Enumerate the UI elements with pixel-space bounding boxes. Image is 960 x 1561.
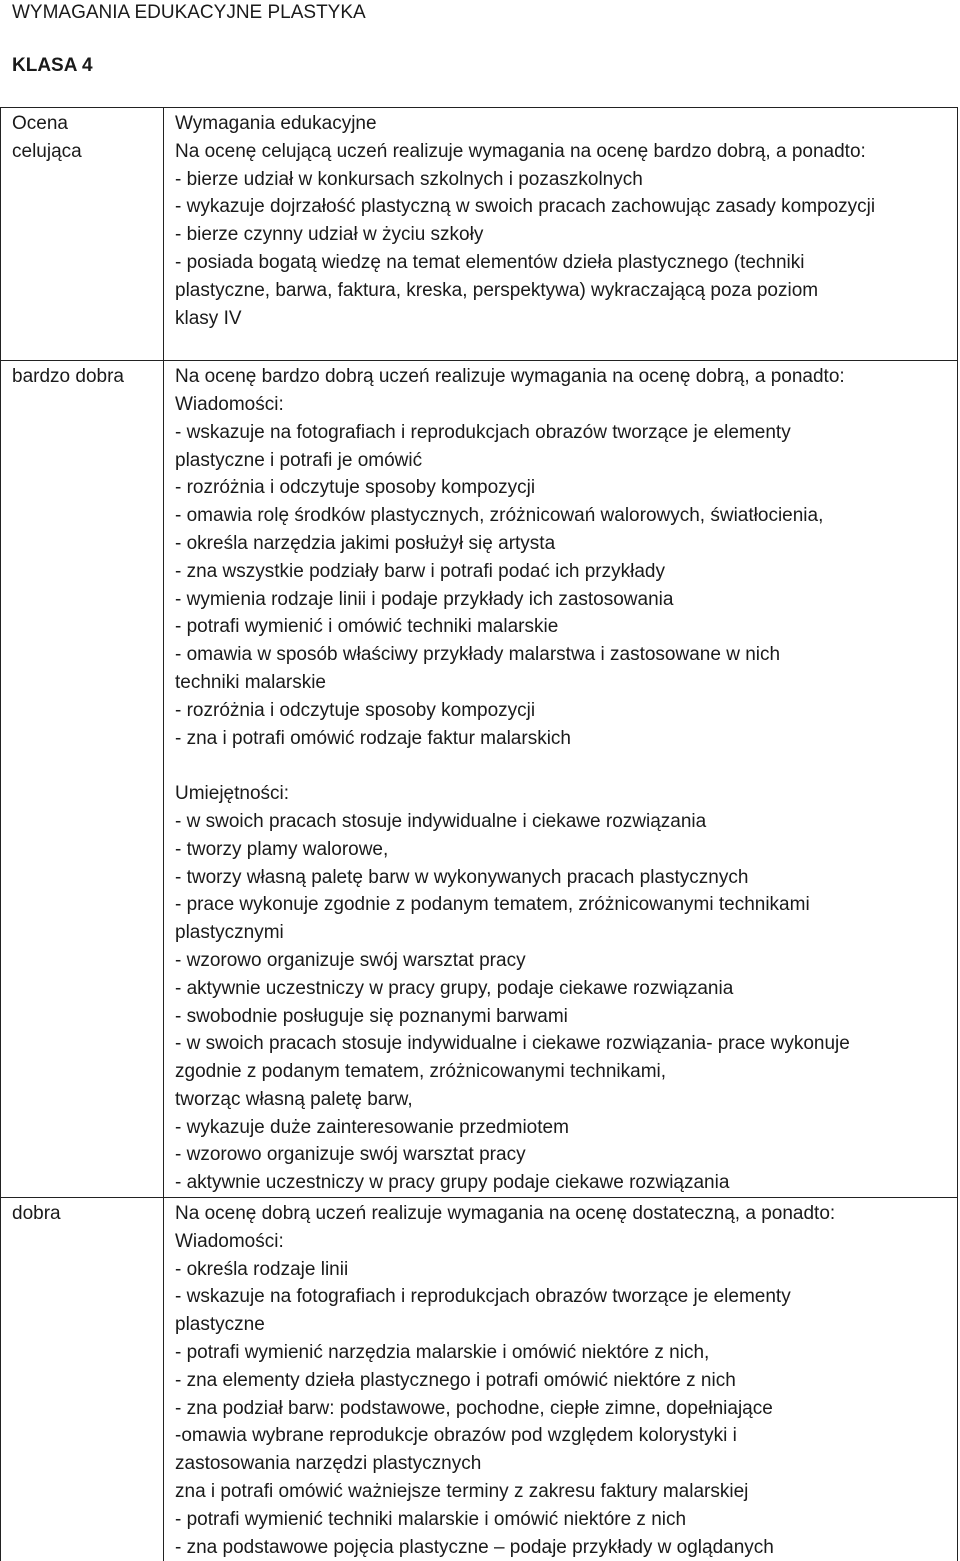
knowledge-heading: Wiadomości: xyxy=(175,393,284,415)
requirement-line: Na ocenę celującą uczeń realizuje wymagania na ocenę bardzo dobrą, a ponadto: xyxy=(175,140,866,162)
requirement-line: - bierze udział w konkursach szkolnych i pozaszkolnych xyxy=(175,168,643,190)
requirement-line: - zna podział barw: podstawowe, pochodne, ciepłe zimne, dopełniające xyxy=(175,1397,773,1419)
skill-line: - wykazuje duże zainteresowanie przedmiotem xyxy=(175,1116,569,1138)
requirement-line: - omawia rolę środków plastycznych, zróżnicowań walorowych, światłocienia, xyxy=(175,505,824,527)
grade-cell-dobra xyxy=(1,1198,164,1561)
requirement-line: - potrafi wymienić narzędzia malarskie i omówić niektóre z nich, xyxy=(175,1342,710,1364)
grade-label-bardzo-dobra: bardzo dobra xyxy=(12,366,124,388)
requirement-line: - bierze czynny udział w życiu szkoły xyxy=(175,224,484,246)
skill-line: - aktywnie uczestniczy w pracy grupy, podaje ciekawe rozwiązania xyxy=(175,977,734,999)
requirement-line: zastosowania narzędzi plastycznych xyxy=(175,1453,482,1475)
requirement-line: plastyczne xyxy=(175,1314,265,1336)
skill-line: zgodnie z podanym tematem, zróżnicowanymi technikami, xyxy=(175,1061,667,1083)
requirement-line: - wykazuje dojrzałość plastyczną w swoich pracach zachowując zasady kompozycji xyxy=(175,196,876,218)
requirement-line: plastyczne, barwa, faktura, kreska, perspektywa) wykraczającą poza poziom xyxy=(175,279,819,301)
document-title: WYMAGANIA EDUKACYJNE PLASTYKA xyxy=(12,2,366,23)
requirement-line: zna i potrafi omówić ważniejsze terminy z zakresu faktury malarskiej xyxy=(175,1481,749,1503)
skill-line: - wzorowo organizuje swój warsztat pracy xyxy=(175,1144,526,1166)
requirement-line: -omawia wybrane reprodukcje obrazów pod względem kolorystyki i xyxy=(175,1425,737,1447)
requirement-line: - zna elementy dzieła plastycznego i potrafi omówić niektóre z nich xyxy=(175,1369,736,1391)
requirement-line: - rozróżnia i odczytuje sposoby kompozycji xyxy=(175,477,536,499)
grade-label-dobra: dobra xyxy=(12,1203,61,1225)
skill-line: - tworzy plamy walorowe, xyxy=(175,838,389,860)
skill-line: - prace wykonuje zgodnie z podanym tematem, zróżnicowanymi technikami xyxy=(175,894,810,916)
requirement-line: - zna podstawowe pojęcia plastyczne – podaje przykłady w oglądanych xyxy=(175,1536,774,1558)
grade-label-celujaca: celująca xyxy=(12,140,82,162)
requirements-cell-bardzo-dobra xyxy=(164,361,958,1198)
requirements-column-header: Wymagania edukacyjne xyxy=(175,113,377,134)
requirements-cell-celujaca xyxy=(164,108,958,361)
skills-heading: Umiejętności: xyxy=(175,783,290,805)
requirement-line: - omawia w sposób właściwy przykłady malarstwa i zastosowane w nich xyxy=(175,644,781,666)
skill-line: - tworzy własną paletę barw w wykonywanych pracach plastycznych xyxy=(175,866,749,888)
skill-line: - w swoich pracach stosuje indywidualne i ciekawe rozwiązania xyxy=(175,810,707,832)
knowledge-heading: Wiadomości: xyxy=(175,1230,284,1252)
requirement-line: - potrafi wymienić techniki malarskie i omówić niektóre z nich xyxy=(175,1508,687,1530)
requirement-line: Na ocenę bardzo dobrą uczeń realizuje wymagania na ocenę dobrą, a ponadto: xyxy=(175,366,845,388)
skill-line: - wzorowo organizuje swój warsztat pracy xyxy=(175,949,526,971)
requirement-line: klasy IV xyxy=(175,307,242,329)
requirement-line: techniki malarskie xyxy=(175,671,326,693)
requirement-line: Na ocenę dobrą uczeń realizuje wymagania na ocenę dostateczną, a ponadto: xyxy=(175,1203,836,1225)
grade-column-header: Ocena xyxy=(12,113,68,134)
table-row-celujaca xyxy=(1,108,958,361)
requirement-line: - rozróżnia i odczytuje sposoby kompozycji xyxy=(175,699,536,721)
table-row-bardzo-dobra xyxy=(1,361,958,1198)
requirement-line: - wymienia rodzaje linii i podaje przykłady ich zastosowania xyxy=(175,588,674,610)
requirement-line: - posiada bogatą wiedzę na temat elementów dzieła plastycznego (techniki xyxy=(175,251,805,273)
skill-line: tworząc własną paletę barw, xyxy=(175,1088,413,1110)
requirement-line: - zna i potrafi omówić rodzaje faktur malarskich xyxy=(175,727,571,749)
requirement-line: - potrafi wymienić i omówić techniki malarskie xyxy=(175,616,559,638)
class-heading: KLASA 4 xyxy=(12,55,93,76)
requirement-line: - określa narzędzia jakimi posłużył się artysta xyxy=(175,532,556,554)
requirement-line: - zna wszystkie podziały barw i potrafi podać ich przykłady xyxy=(175,560,665,582)
skill-line: - swobodnie posługuje się poznanymi barwami xyxy=(175,1005,568,1027)
skill-line: - aktywnie uczestniczy w pracy grupy podaje ciekawe rozwiązania xyxy=(175,1172,730,1194)
requirement-line: - określa rodzaje linii xyxy=(175,1258,349,1280)
table-row-dobra xyxy=(1,1198,958,1561)
requirements-table xyxy=(0,107,958,1561)
requirement-line: - wskazuje na fotografiach i reprodukcjach obrazów tworzące je elementy xyxy=(175,1286,791,1308)
skill-line: plastycznymi xyxy=(175,922,284,944)
requirement-line: plastyczne i potrafi je omówić xyxy=(175,449,423,471)
requirements-cell-dobra xyxy=(164,1198,958,1561)
skill-line: - w swoich pracach stosuje indywidualne i ciekawe rozwiązania- prace wykonuje xyxy=(175,1033,850,1055)
grade-cell-bardzo-dobra xyxy=(1,361,164,1198)
requirement-line: - wskazuje na fotografiach i reprodukcjach obrazów tworzące je elementy xyxy=(175,421,791,443)
grade-cell-celujaca xyxy=(1,108,164,361)
